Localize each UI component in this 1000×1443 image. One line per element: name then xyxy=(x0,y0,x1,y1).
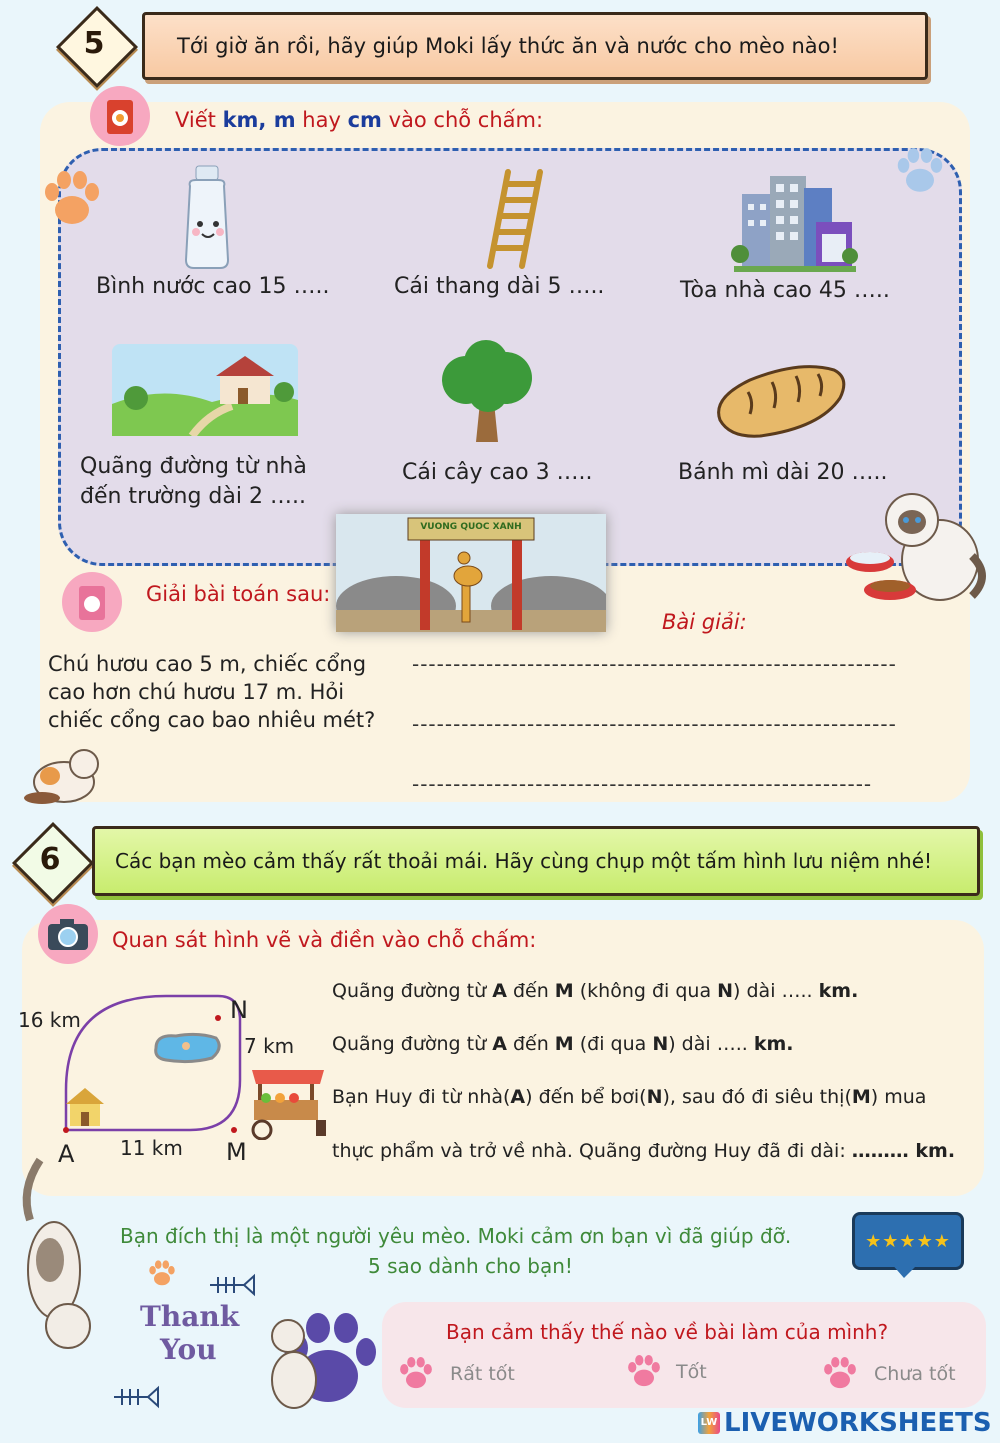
question-1: Quãng đường từ A đến M (không đi qua N) dài ….. km. xyxy=(332,980,859,1002)
thank-you-block xyxy=(140,1300,239,1366)
pool-icon xyxy=(150,1030,224,1064)
section-6-instruction: Quan sát hình vẽ và điền vào chỗ chấm: xyxy=(112,928,537,952)
section-number-6: 6 xyxy=(39,842,61,877)
paw-pink-icon xyxy=(624,1352,664,1392)
thanks-line-1: Bạn đích thị là một người yêu mèo. Moki cảm ơn bạn vì đã giúp đỡ. xyxy=(120,1224,792,1248)
problem-line-1: Chú hươu cao 5 m, chiếc cổng xyxy=(48,652,367,676)
item-water-bottle: Bình nước cao 15 ….. xyxy=(96,274,330,299)
cat-paw-purple-icon xyxy=(248,1306,378,1416)
cat-with-bowls-icon xyxy=(842,486,992,610)
answer-q2[interactable]: ) dài ….. xyxy=(668,1033,754,1055)
fish-bone-icon xyxy=(204,1272,258,1298)
home-icon xyxy=(64,1084,106,1128)
point-N: N xyxy=(230,996,248,1024)
option-label: Chưa tốt xyxy=(874,1363,956,1385)
question-3-line-1: Bạn Huy đi từ nhà(A) đến bể bơi(N), sau đó đi siêu thị(M) mua xyxy=(332,1086,927,1108)
option-not-good[interactable] xyxy=(820,1354,956,1394)
thank-text: Thank xyxy=(140,1300,240,1333)
ladder-icon xyxy=(484,168,548,270)
answer-q1[interactable]: ) dài ….. xyxy=(733,980,819,1002)
problem-heading: Giải bài toán sau: xyxy=(146,582,331,606)
house-landscape-icon xyxy=(112,344,298,436)
item-road-line2: đến trường dài 2 ….. xyxy=(80,484,306,509)
answer-line-1[interactable]: ----------------------------------------------------------- xyxy=(412,652,897,676)
speech-tail-icon xyxy=(890,1262,920,1278)
paw-small-orange-icon xyxy=(146,1258,178,1290)
logo-text: LIVEWORKSHEETS xyxy=(724,1408,992,1438)
liveworksheets-logo xyxy=(698,1408,992,1438)
option-label: Tốt xyxy=(676,1361,707,1383)
feedback-question: Bạn cảm thấy thế nào về bài làm của mình? xyxy=(446,1320,889,1344)
cat-eating-icon xyxy=(14,742,104,808)
section-5-title: Tới giờ ăn rồi, hãy giúp Moki lấy thức ăn và nước cho mèo nào! xyxy=(177,34,839,58)
solution-heading: Bài giải: xyxy=(662,610,747,634)
gate-sign-text: VUONG QUOC XANH xyxy=(420,522,522,532)
cat-food-bag-icon-2 xyxy=(62,572,122,632)
item-tree: Cái cây cao 3 ….. xyxy=(402,460,593,485)
paw-blue-icon xyxy=(892,144,948,200)
cat-food-bag-icon xyxy=(90,86,150,146)
section-5-title-banner xyxy=(142,12,928,80)
gate-picture xyxy=(336,514,606,632)
market-stall-icon xyxy=(248,1066,328,1140)
answer-line-3[interactable]: -------------------------------------------------------- xyxy=(412,772,873,796)
section-6-title-banner xyxy=(92,826,980,896)
answer-line-2[interactable]: ----------------------------------------------------------- xyxy=(412,712,897,736)
section-5-instruction: Viết km, m hay cm vào chỗ chấm: xyxy=(175,108,544,132)
section-6-title: Các bạn mèo cảm thấy rất thoải mái. Hãy cùng chụp một tấm hình lưu niệm nhé! xyxy=(115,849,933,873)
answer-q3[interactable]: ……… xyxy=(851,1140,909,1162)
label-16km: 16 km xyxy=(18,1008,81,1032)
thanks-line-2: 5 sao dành cho bạn! xyxy=(368,1254,573,1278)
label-7km: 7 km xyxy=(244,1034,295,1058)
option-label: Rất tốt xyxy=(450,1363,515,1385)
bread-icon xyxy=(710,358,848,440)
option-very-good[interactable] xyxy=(396,1354,515,1394)
paw-pink-icon xyxy=(820,1354,860,1394)
water-bottle-icon xyxy=(176,164,240,270)
label-11km: 11 km xyxy=(120,1136,183,1160)
item-bread: Bánh mì dài 20 ….. xyxy=(678,460,888,485)
five-stars-icon: ★★★★★ xyxy=(865,1230,951,1252)
camera-icon xyxy=(38,904,98,964)
problem-line-3: chiếc cổng cao bao nhiêu mét? xyxy=(48,708,376,732)
paw-pink-icon xyxy=(396,1354,436,1394)
question-3-line-2: thực phẩm và trở về nhà. Quãng đường Huy đã đi dài: ……… km. xyxy=(332,1140,956,1162)
point-M: M xyxy=(226,1138,247,1166)
point-A: A xyxy=(58,1140,75,1168)
section-number: 5 xyxy=(83,26,105,61)
you-text: You xyxy=(160,1333,217,1366)
logo-mark: LW xyxy=(698,1412,720,1434)
item-ladder: Cái thang dài 5 ….. xyxy=(394,274,605,299)
units-km-m: km, m xyxy=(222,108,296,132)
option-good[interactable] xyxy=(624,1352,707,1392)
item-road-line1: Quãng đường từ nhà xyxy=(80,454,307,479)
question-2: Quãng đường từ A đến M (đi qua N) dài ….. km. xyxy=(332,1033,794,1055)
building-icon xyxy=(730,162,860,274)
cat-left-icon xyxy=(10,1150,106,1360)
problem-line-2: cao hơn chú hươu 17 m. Hỏi xyxy=(48,680,345,704)
item-building: Tòa nhà cao 45 ….. xyxy=(680,278,890,303)
tree-icon xyxy=(436,338,538,448)
fish-bone-icon-2 xyxy=(108,1384,162,1410)
unit-cm: cm xyxy=(347,108,382,132)
paw-orange-icon xyxy=(38,166,106,234)
